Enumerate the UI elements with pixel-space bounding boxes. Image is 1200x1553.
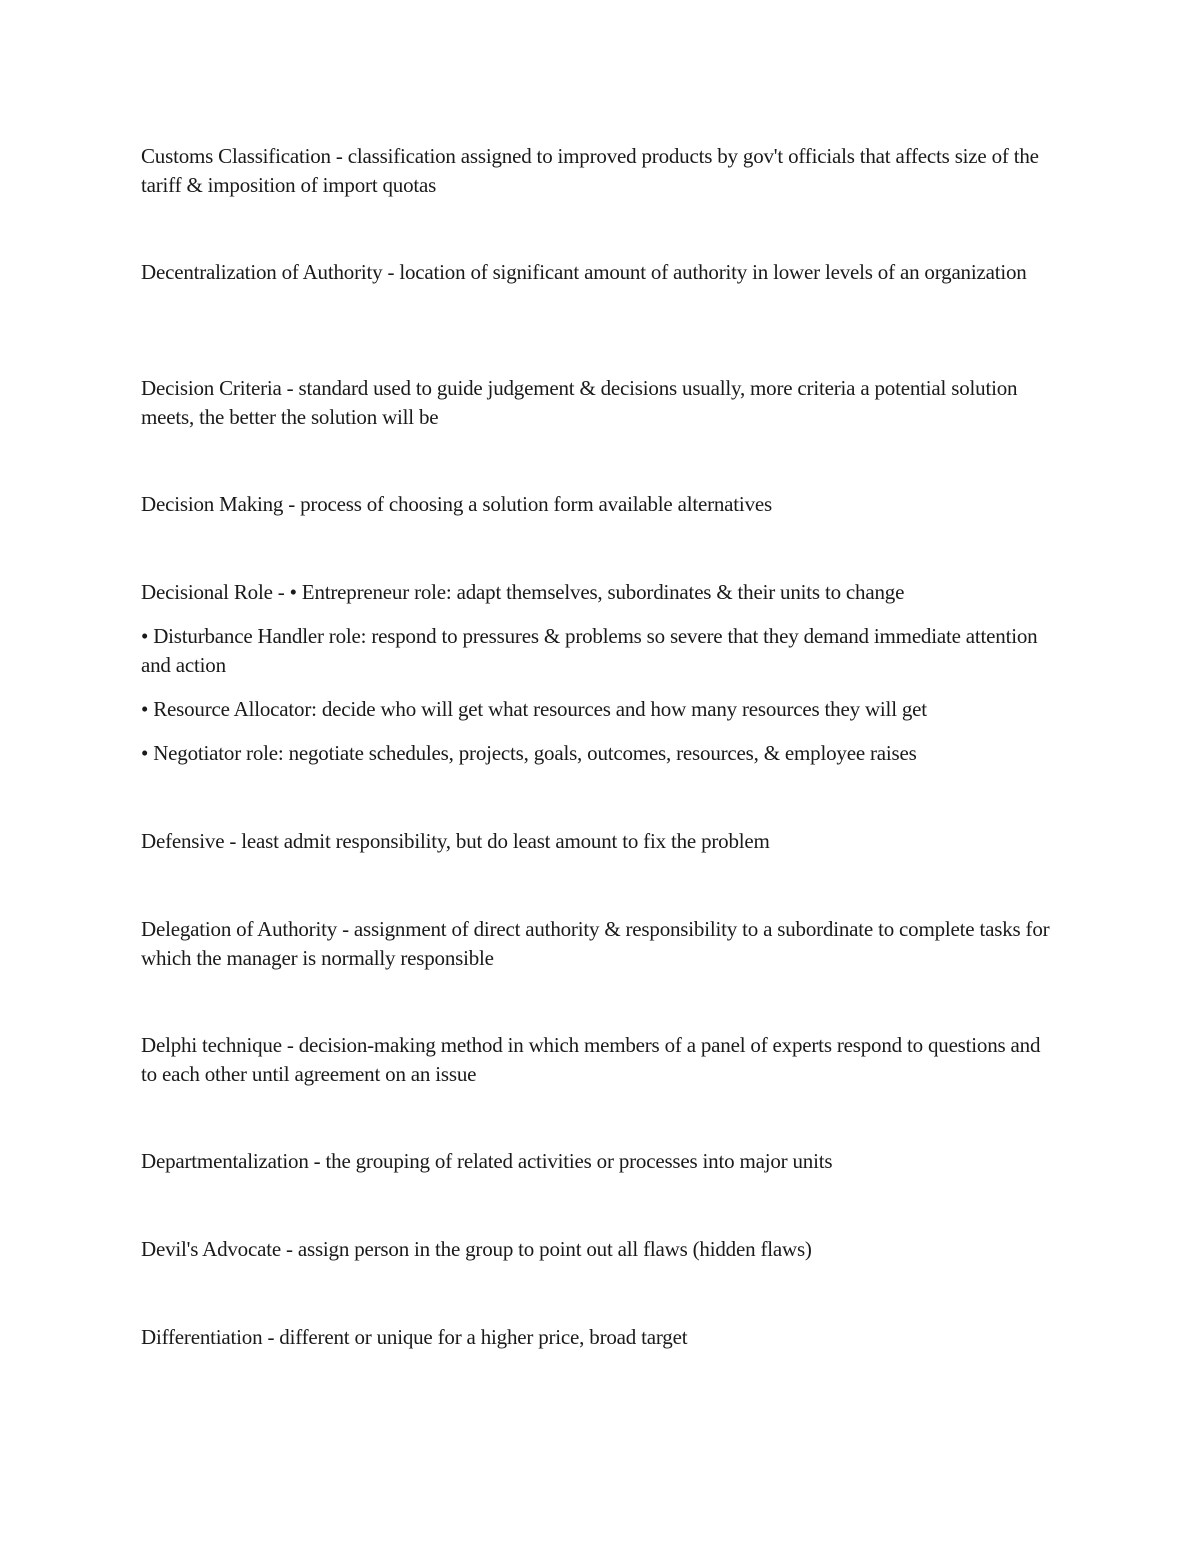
entry-defensive: Defensive - least admit responsibility, but do least amount to fix the problem [141, 829, 770, 853]
entry-delphi-technique: Delphi technique - decision-making method in which members of a panel of experts respond to questions and to each other until agreement on an issue [141, 1033, 1041, 1086]
entry-resource-allocator: • Resource Allocator: decide who will get what resources and how many resources they will get [141, 697, 927, 721]
entry-delegation-of-authority: Delegation of Authority - assignment of direct authority & responsibility to a subordinate to complete tasks for which the manager is normally responsible [141, 917, 1050, 970]
entry-decentralization-of-authority: Decentralization of Authority - location of significant amount of authority in lower levels of an organization [141, 260, 1027, 284]
entry-devils-advocate: Devil's Advocate - assign person in the group to point out all flaws (hidden flaws) [141, 1237, 812, 1261]
entry-decisional-role: Decisional Role - • Entrepreneur role: adapt themselves, subordinates & their units to change [141, 580, 905, 604]
entry-customs-classification: Customs Classification - classification assigned to improved products by gov't officials that affects size of the tariff & imposition of import quotas [141, 144, 1039, 197]
entry-decision-making: Decision Making - process of choosing a solution form available alternatives [141, 492, 772, 516]
entry-decision-criteria: Decision Criteria - standard used to guide judgement & decisions usually, more criteria a potential solution meets, the better the solution will be [141, 376, 1018, 429]
entry-differentiation: Differentiation - different or unique for a higher price, broad target [141, 1325, 688, 1349]
entry-negotiator-role: • Negotiator role: negotiate schedules, projects, goals, outcomes, resources, & employee raises [141, 741, 917, 765]
entry-disturbance-handler: • Disturbance Handler role: respond to pressures & problems so severe that they demand immediate attention and action [141, 624, 1038, 677]
entry-departmentalization: Departmentalization - the grouping of related activities or processes into major units [141, 1149, 833, 1173]
